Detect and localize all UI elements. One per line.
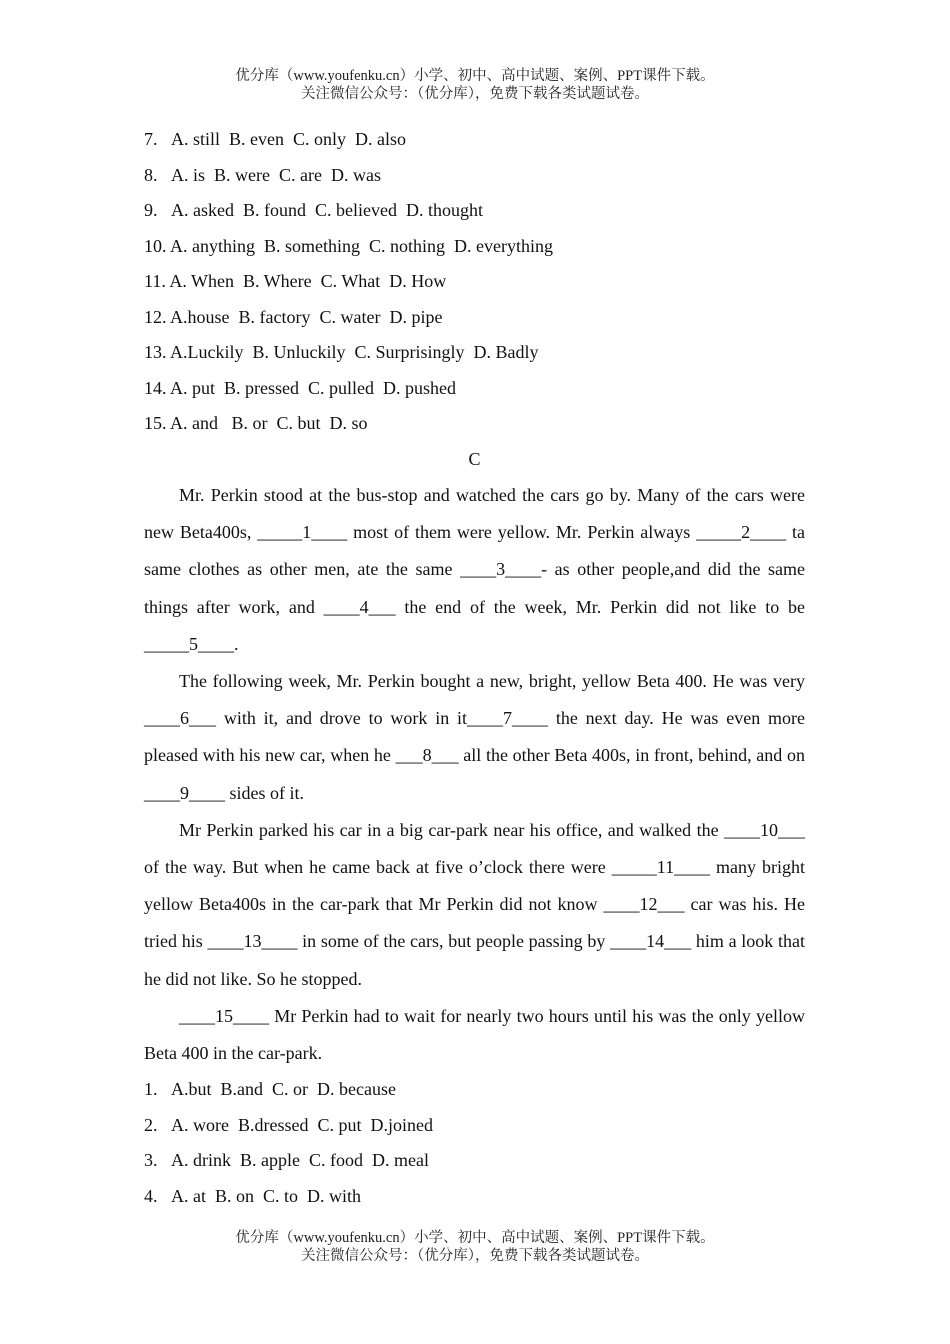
page-footer [0, 1229, 950, 1265]
question-14-options: 14. A. put B. pressed C. pulled D. pushed [144, 377, 456, 398]
page-header [0, 67, 950, 103]
passage-paragraph-4: ____15____ Mr Perkin had to wait for nearly two hours until his was the only yellow Beta 400 in the car-park. [144, 1005, 805, 1064]
question-9-options: 9. A. asked B. found C. believed D. thought [144, 200, 483, 220]
header-line-1: 优分库（www.youfenku.cn）小学、初中、高中试题、案例、PPT课件下载。 [235, 68, 715, 84]
question-8-options: 8. A. is B. were C. are D. was [144, 164, 381, 185]
passage-paragraph-2: The following week, Mr. Perkin bought a new, bright, yellow Beta 400. He was very ____6___ with it, and drove to work in it____7____ the next day. He was even more pleased with his new car, when he ___8___ all the other Beta 400s, in front, behind, and on ____9____ sides of it. [144, 671, 805, 803]
question-10-options: 10. A. anything B. something C. nothing D. everything [144, 235, 553, 256]
passage-paragraph-1: Mr. Perkin stood at the bus-stop and watched the cars go by. Many of the cars were new Beta400s, _____1____ most of them were yellow. Mr. Perkin always _____2____ ta same clothes as other men, ate the same ____3____- as other people,and did the same things after work, and ____4___ the end of the week, Mr. Perkin did not like to be _____5____. [144, 485, 805, 654]
question-4-options: 4. A. at B. on C. to D. with [144, 1185, 362, 1206]
question-3-options: 3. A. drink B. apple C. food D. meal [144, 1150, 429, 1171]
question-12-options: 12. A.house B. factory C. water D. pipe [144, 306, 443, 327]
question-11-options: 11. A. When B. Where C. What D. How [144, 271, 447, 291]
options-list-part2 [144, 1072, 805, 1214]
footer-line-1: 优分库（www.youfenku.cn）小学、初中、高中试题、案例、PPT课件下载。 [235, 1230, 715, 1246]
passage [144, 477, 805, 1072]
question-1-options: 1. A.but B.and C. or D. because [144, 1079, 396, 1100]
section-heading: C [468, 448, 481, 469]
question-13-options: 13. A.Luckily B. Unluckily C. Surprisingly D. Badly [144, 342, 539, 362]
footer-line-2: 关注微信公众号：（优分库），免费下载各类试题试卷。 [301, 1248, 649, 1264]
options-list-part1 [144, 122, 805, 442]
question-15-options: 15. A. and B. or C. but D. so [144, 413, 368, 433]
document-body [144, 122, 805, 1214]
header-line-2: 关注微信公众号：（优分库），免费下载各类试题试卷。 [301, 86, 649, 102]
question-7-options: 7. A. still B. even C. only D. also [144, 129, 406, 149]
question-2-options: 2. A. wore B.dressed C. put D.joined [144, 1114, 433, 1135]
passage-paragraph-3: Mr Perkin parked his car in a big car-park near his office, and walked the ____10___ of the way. But when he came back at five o’clock there were _____11____ many bright yellow Beta400s in the car-park that Mr Perkin did not know ____12___ car was his. He tried his ____13____ in some of the cars, but people passing by ____14___ him a look that he did not like. So he stopped. [144, 819, 805, 989]
